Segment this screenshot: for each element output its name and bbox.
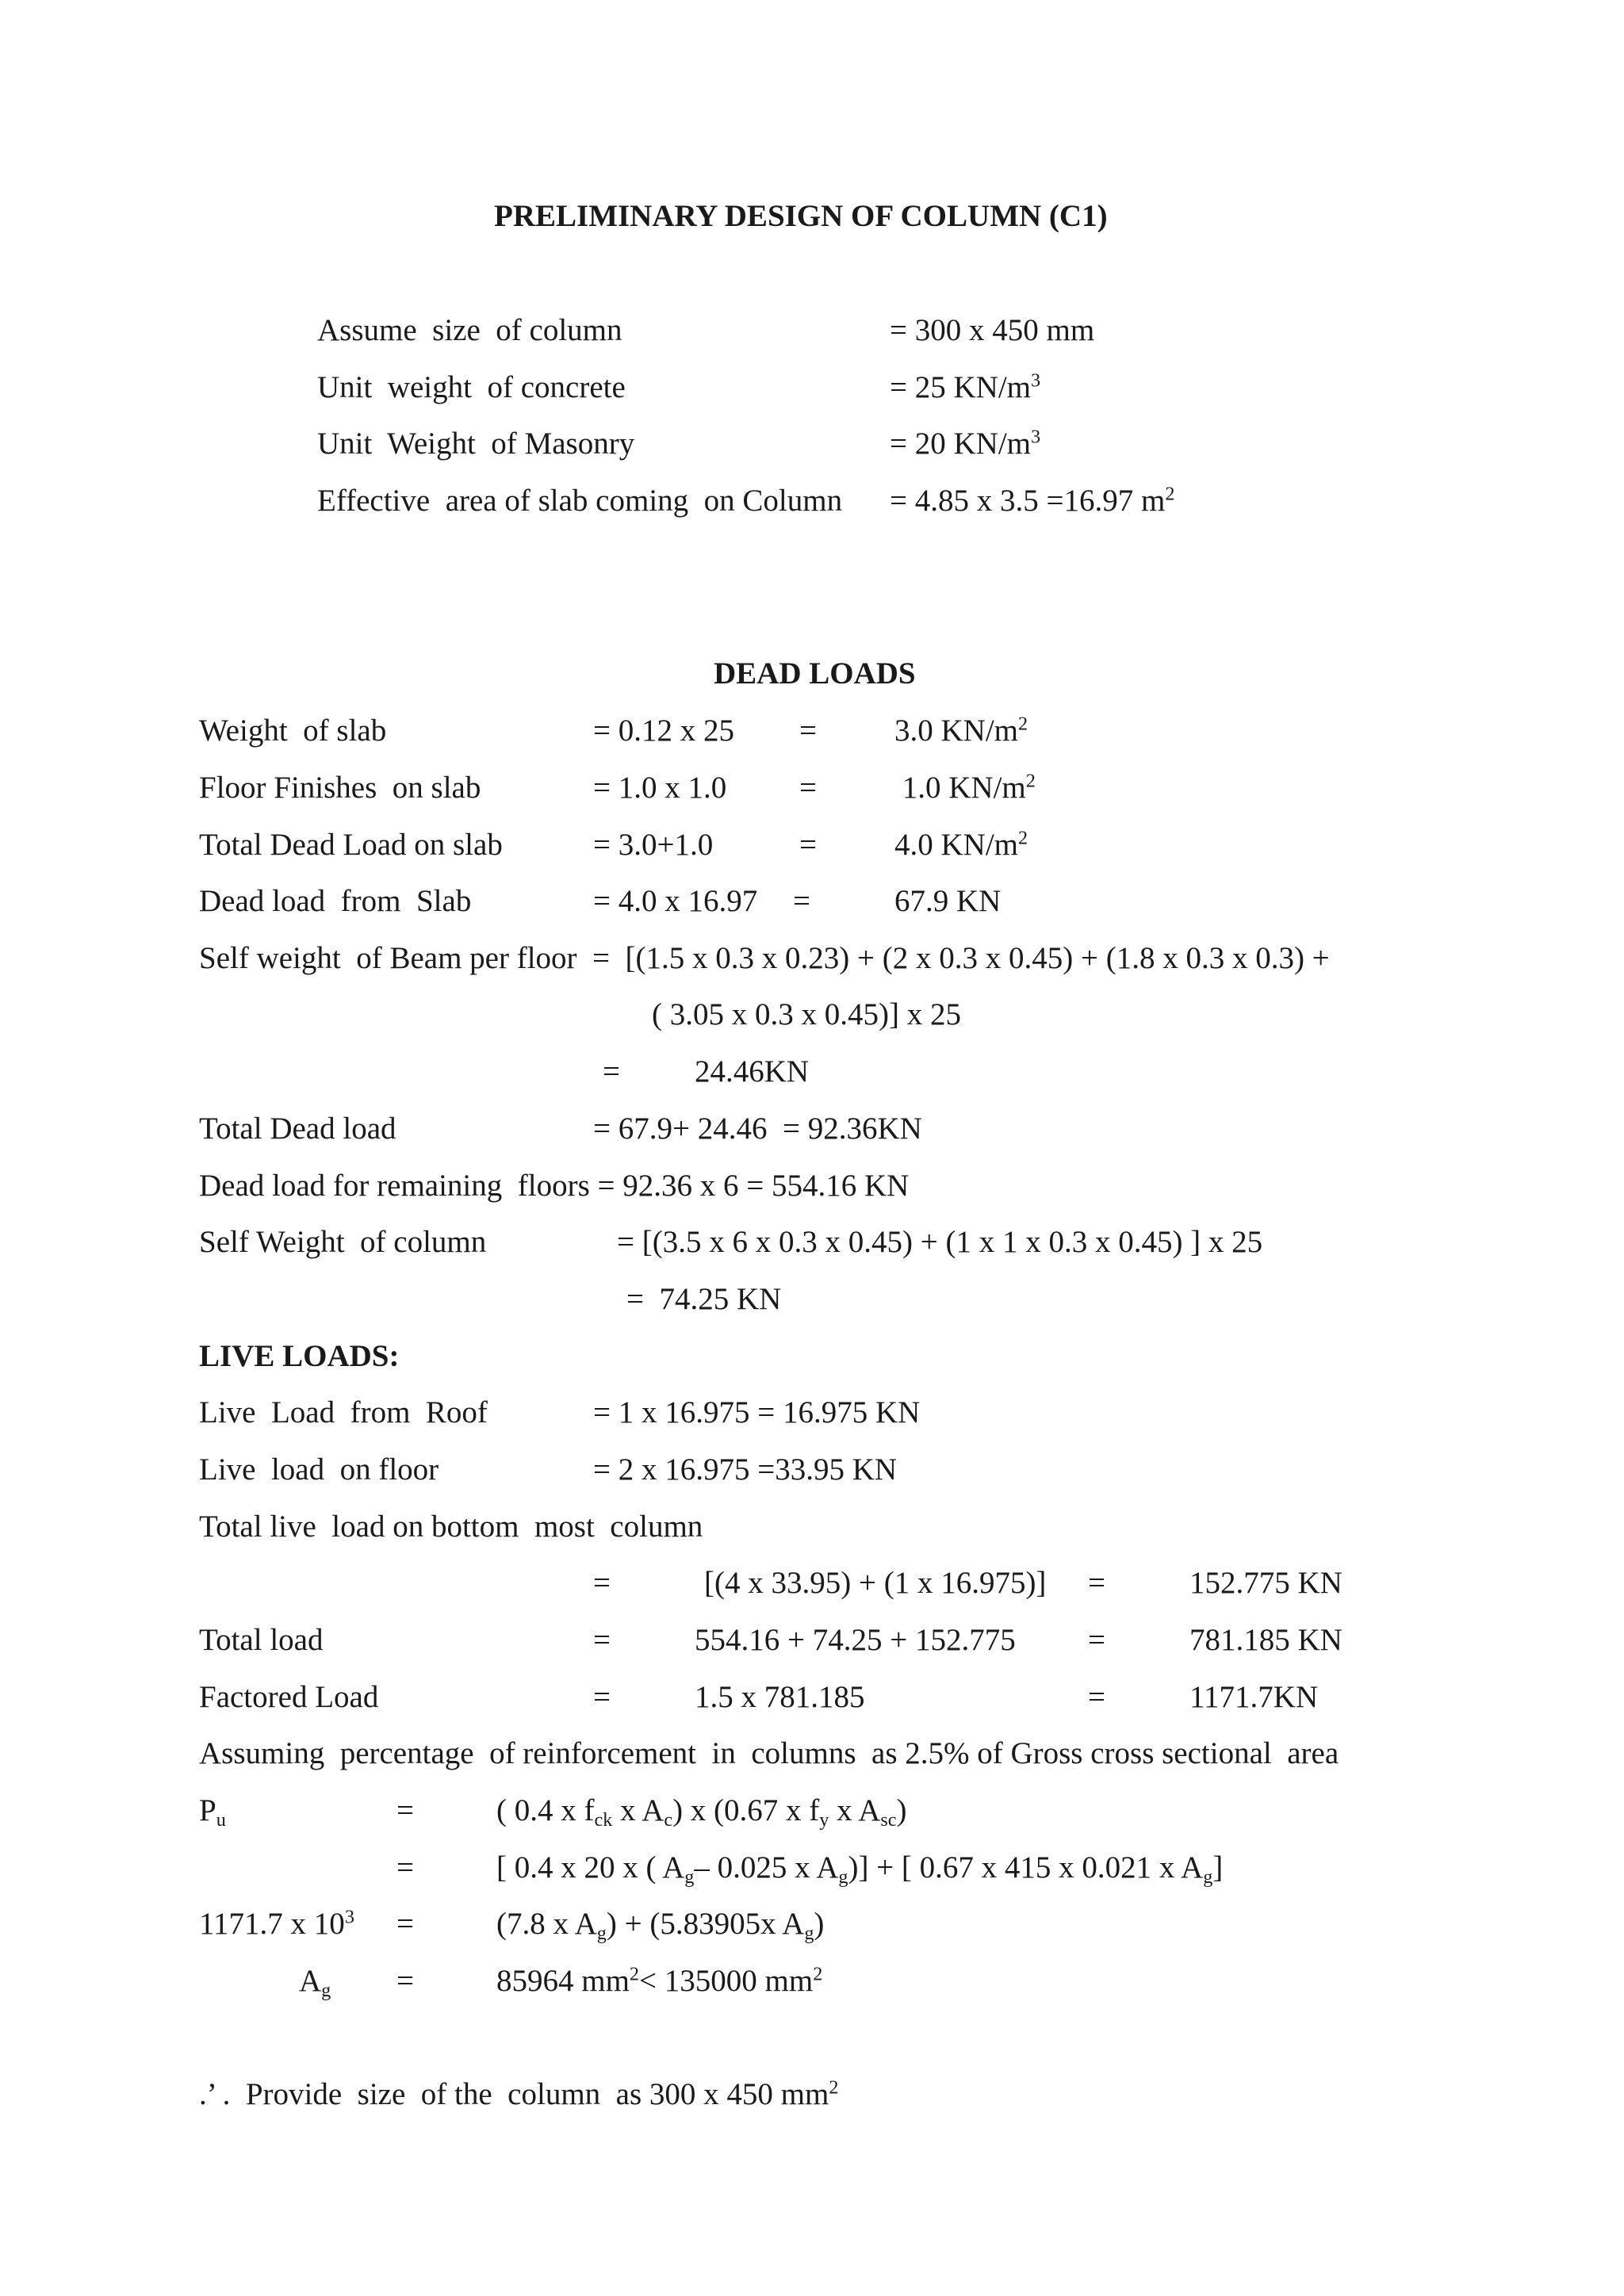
dead-load-expr: = 3.0+1.0 [593, 828, 714, 862]
dead-load-label: Weight of slab [199, 714, 387, 748]
equation-eq-sign: = [396, 1793, 414, 1827]
assumption-label: Assume size of column [317, 313, 622, 347]
assumption-value: = 25 $KN/m^3$ [890, 369, 1041, 404]
dead-load-eq: = [799, 828, 817, 862]
beam-weight-eq: = [603, 1054, 620, 1089]
page-title: PRELIMINARY DESIGN OF COLUMN (C1) [494, 199, 1108, 233]
dead-load-result: 4.0 $KN/m^2$ [894, 827, 1028, 862]
assumption-value: = 20 $KN/m^3$ [890, 426, 1041, 461]
factored-load-eq: = [593, 1680, 611, 1714]
dead-load-eq: = [799, 714, 817, 748]
live-load-label: Live Load from Roof [199, 1395, 488, 1429]
total-load-eq2: = [1088, 1623, 1105, 1657]
factored-load-result: 1171.7KN [1189, 1680, 1319, 1714]
dead-load-label: Dead load from Slab [199, 884, 472, 918]
total-load-expr: 554.16 + 74.25 + 152.775 [695, 1623, 1016, 1657]
live-load-total-label: Total live load on bottom most column [199, 1510, 703, 1544]
equation-line-3: (7.8 x $A_g) + (5.83905x$ $A_g$) [496, 1907, 825, 1944]
factored-load-label: Factored Load [199, 1680, 379, 1714]
assumption-label: Unit Weight of Masonry [317, 427, 635, 461]
dead-load-expr: = 4.0 x 16.97 [593, 884, 758, 918]
equation-eq-sign: = [396, 1907, 414, 1941]
remaining-floors-line: Dead load for remaining floors = 92.36 x 6 = 554.16 KN [199, 1169, 910, 1203]
dead-load-eq: = [793, 884, 810, 918]
dead-loads-heading: DEAD LOADS [714, 656, 916, 691]
beam-weight-line2: ( 3.05 x 0.3 x 0.45)] x 25 [652, 997, 961, 1031]
live-load-value: = 2 x 16.975 =33.95 KN [593, 1452, 898, 1487]
equation-line-3-left: 1171.7 x $10^3$ [199, 1906, 354, 1941]
dead-load-label: Floor Finishes on slab [199, 771, 481, 805]
live-load-total-eq2: = [1088, 1566, 1105, 1600]
equation-line-4: 85964 $mm^2< 135000$ $mm^2$ [496, 1963, 823, 1998]
equation-eq-sign: = [396, 1850, 414, 1885]
live-load-value: = 1 x 16.975 = 16.975 KN [593, 1395, 921, 1429]
column-weight-label: Self Weight of column [199, 1225, 487, 1259]
dead-load-label: Total Dead Load on slab [199, 828, 503, 862]
live-load-total-eq: = [593, 1566, 611, 1600]
dead-load-eq: = [799, 771, 817, 805]
live-load-total-result: 152.775 KN [1189, 1566, 1342, 1600]
factored-load-expr: 1.5 x 781.185 [695, 1680, 865, 1714]
assumption-value: = 4.85 x 3.5 =16.97 $m^2$ [890, 483, 1175, 518]
assumption-value: = 300 x 450 mm [890, 313, 1095, 347]
conclusion-line: .’ . Provide size of the column as 300 x 450 $mm^2$ [199, 2076, 839, 2111]
total-dead-load-label: Total Dead load [199, 1112, 396, 1146]
assumption-label: Unit weight of concrete [317, 370, 626, 404]
dead-load-result: 1.0 $KN/m^2$ [894, 770, 1036, 805]
dead-load-expr: = 1.0 x 1.0 [593, 771, 727, 805]
dead-load-expr: = 0.12 x 25 [593, 714, 734, 748]
assumption-label: Effective area of slab coming on Column [317, 484, 843, 518]
column-weight-result: = 74.25 KN [626, 1282, 782, 1316]
total-load-eq: = [593, 1623, 611, 1657]
live-loads-heading: LIVE LOADS: [199, 1339, 400, 1373]
dead-load-result: 3.0 $KN/m^2$ [894, 713, 1028, 748]
equation-line-4-left: $A_g$ [299, 1964, 331, 2001]
beam-weight-result: 24.46KN [695, 1054, 810, 1089]
live-load-total-expr: [(4 x 33.95) + (1 x 16.975)] [704, 1566, 1047, 1600]
total-dead-load-value: = 67.9+ 24.46 = 92.36KN [593, 1112, 922, 1146]
pu-symbol: $P_u$ [199, 1793, 226, 1831]
equation-line-2: [ 0.4 x 20 x ( $A_g-$ 0.025 x $A_g$)] + [ 0.67 x 415 x 0.021 x $A_g$] [496, 1850, 1224, 1888]
reinforcement-note: Assuming percentage of reinforcement in columns as 2.5% of Gross cross sectional area [199, 1736, 1339, 1770]
equation-eq-sign: = [396, 1964, 414, 1998]
total-load-label: Total load [199, 1623, 324, 1657]
beam-weight-line1: Self weight of Beam per floor = [(1.5 x 0.3 x 0.23) + (2 x 0.3 x 0.45) + (1.8 x 0.3 x 0.3) + [199, 941, 1330, 975]
column-weight-expr: = [(3.5 x 6 x 0.3 x 0.45) + (1 x 1 x 0.3 x 0.45) ] x 25 [617, 1225, 1263, 1259]
factored-load-eq2: = [1088, 1680, 1105, 1714]
live-load-label: Live load on floor [199, 1452, 439, 1487]
equation-line-1: ( 0.4 x $f_{ck}$ x $A_c$) x (0.67 x $f_y$ x $A_{sc}$) [496, 1793, 907, 1831]
dead-load-result: 67.9 KN [894, 884, 1002, 918]
total-load-result: 781.185 KN [1189, 1623, 1342, 1657]
